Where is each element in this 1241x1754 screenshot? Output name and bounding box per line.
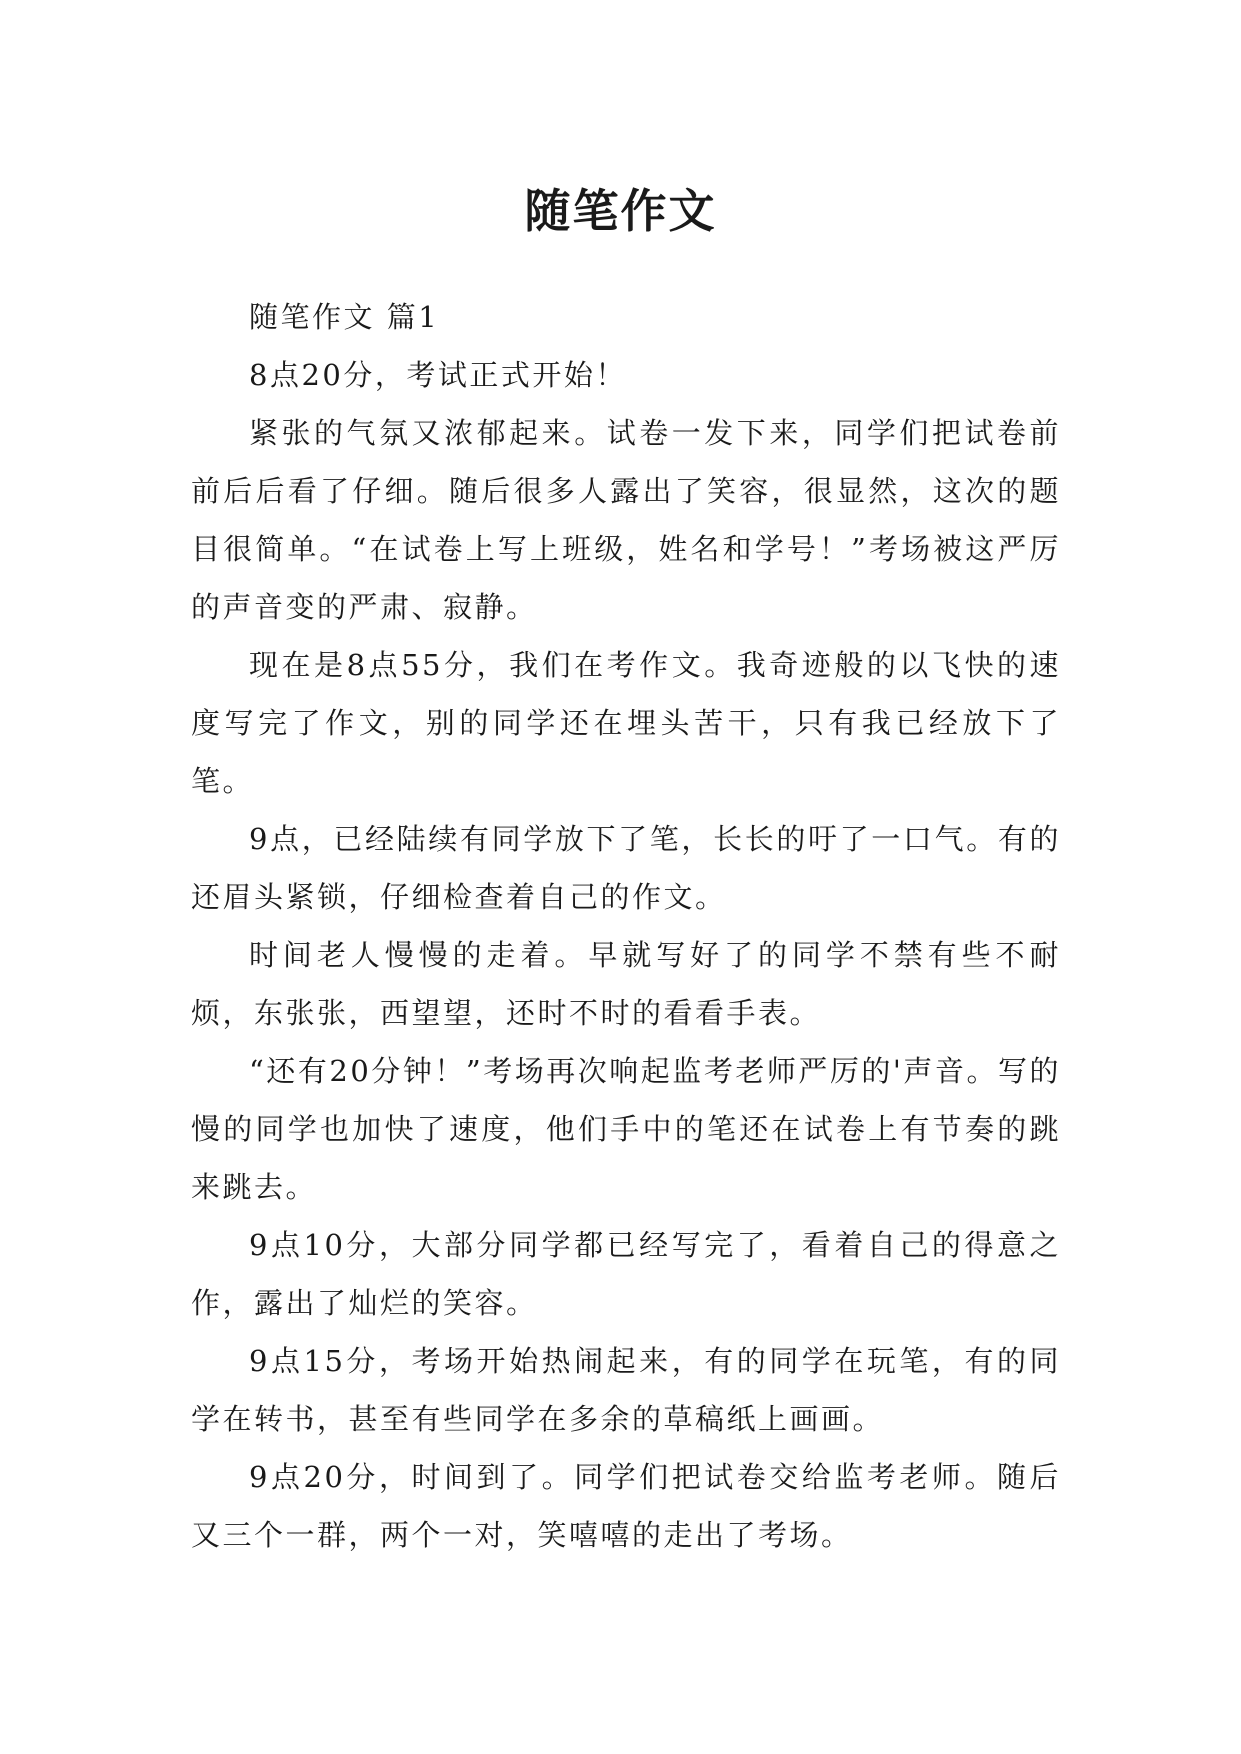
paragraph: “还有20分钟！”考场再次响起监考老师严厉的'声音。写的慢的同学也加快了速度，他们手中的笔还在试卷上有节奏的跳来跳去。 — [191, 1054, 1061, 1204]
paragraph: 紧张的气氛又浓郁起来。试卷一发下来，同学们把试卷前前后后看了仔细。随后很多人露出了笑容，很显然，这次的题目很简单。“在试卷上写上班级，姓名和学号！”考场被这严厉的声音变的严肃、寂静。 — [191, 416, 1061, 624]
paragraph: 时间老人慢慢的走着。早就写好了的同学不禁有些不耐烦，东张张，西望望，还时不时的看看手表。 — [191, 938, 1061, 1030]
paragraph-section-heading: 随笔作文 篇1 — [249, 300, 440, 334]
document-title: 随笔作文 — [524, 183, 717, 238]
paragraph: 现在是8点55分，我们在考作文。我奇迹般的以飞快的速度写完了作文，别的同学还在埋头苦干，只有我已经放下了笔。 — [191, 648, 1061, 798]
paragraph: 8点20分，考试正式开始！ — [249, 358, 627, 392]
paragraph: 9点，已经陆续有同学放下了笔，长长的吁了一口气。有的还眉头紧锁，仔细检查着自己的作文。 — [191, 822, 1061, 914]
paragraph: 9点10分，大部分同学都已经写完了，看着自己的得意之作，露出了灿烂的笑容。 — [191, 1228, 1061, 1320]
paragraph: 9点15分，考场开始热闹起来，有的同学在玩笔，有的同学在转书，甚至有些同学在多余的草稿纸上画画。 — [191, 1344, 1061, 1436]
document-body — [191, 288, 1061, 1564]
paragraph: 9点20分，时间到了。同学们把试卷交给监考老师。随后又三个一群，两个一对，笑嘻嘻的走出了考场。 — [191, 1460, 1061, 1552]
